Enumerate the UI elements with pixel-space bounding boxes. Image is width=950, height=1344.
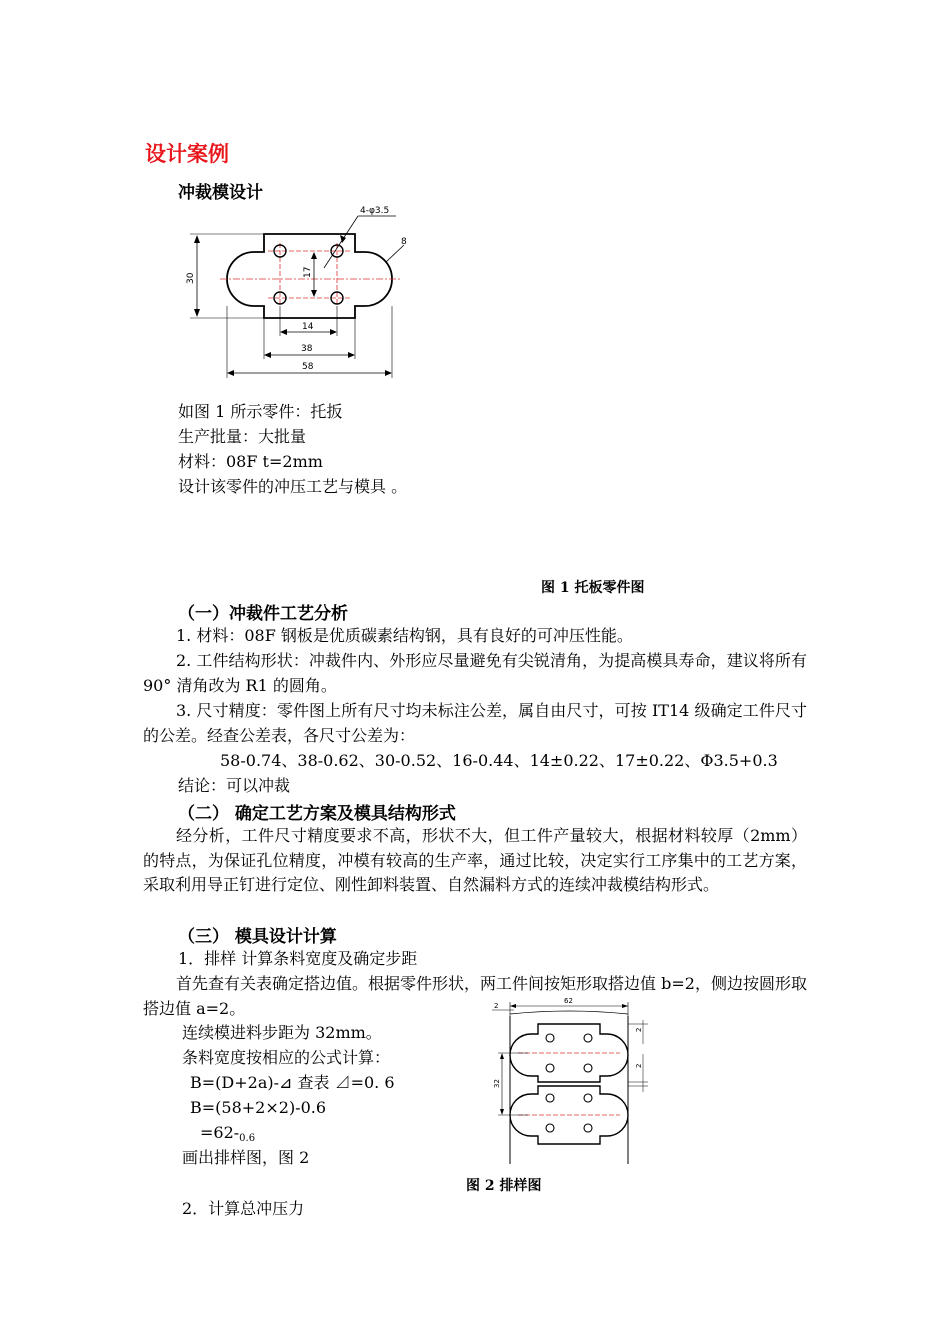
page-heading: 设计案例 [145, 142, 229, 166]
sub-heading: 冲裁模设计 [178, 183, 263, 203]
dim-62-label: 62 [564, 997, 573, 1005]
intro-line-4: 设计该零件的冲压工艺与模具 。 [178, 477, 408, 496]
section-1-item-3: 3. 尺寸精度：零件图上所有尺寸均未标注公差，属自由尺寸，可按 IT14 级确定工件尺寸的公差。经查公差表，各尺寸公差为： [143, 701, 807, 745]
formula-2: B=(58+2×2)-0.6 [190, 1098, 327, 1117]
tolerance-list: 58-0.74、38-0.62、30-0.52、16-0.44、14±0.22、17±0.22、Φ3.5+0.3 [220, 751, 778, 770]
intro-line-3: 材料：08F t=2mm [178, 452, 323, 471]
dim-38-label: 38 [301, 344, 313, 354]
dim-2b-label: 2 [635, 1027, 643, 1032]
section-1-item-1: 1. 材料：08F 钢板是优质碳素结构钢，具有良好的可冲压性能。 [176, 626, 633, 645]
section-1-item-2: 2. 工件结构形状：冲裁件内、外形应尽量避免有尖锐清角，为提高模具寿命，建议将所有 90° 清角改为 R1 的圆角。 [143, 651, 807, 695]
section-1-title: （一）冲裁件工艺分析 [178, 604, 348, 624]
formula-1: B=(D+2a)-⊿ 查表 ⊿=0. 6 [190, 1073, 395, 1092]
figure-1-caption: 图 1 托板零件图 [541, 580, 645, 596]
section-3-step-1: 1．排样 计算条料宽度及确定步距 [178, 949, 418, 968]
dim-holes-label: 4-φ3.5 [360, 206, 390, 216]
dim-2a-label: 2 [494, 1002, 499, 1010]
dim-14-label: 14 [302, 322, 314, 332]
dim-2c-label: 2 [635, 1063, 643, 1068]
dim-32-label: 32 [493, 1079, 501, 1088]
formula-3-sub: 0.6 [239, 1133, 256, 1144]
dim-inner-label: 17 [303, 266, 313, 278]
section-3-title: （三） 模具设计计算 [178, 927, 337, 947]
dim-height-label: 30 [186, 272, 196, 284]
figure-2-strip-layout [488, 994, 658, 1164]
figure-2-caption: 图 2 排样图 [466, 1178, 542, 1194]
intro-line-2: 生产批量：大批量 [178, 427, 307, 446]
figure-1-part-drawing [180, 198, 420, 382]
section-3-step-2: 2．计算总冲压力 [182, 1199, 305, 1218]
dim-radius-label: 8 [401, 237, 407, 247]
draw-layout-line: 画出排样图，图 2 [182, 1148, 310, 1167]
width-intro-line: 条料宽度按相应的公式计算： [182, 1048, 391, 1067]
pitch-line: 连续模进料步距为 32mm。 [182, 1023, 382, 1042]
formula-3-main: =62- [200, 1123, 240, 1142]
section-2-text: 经分析，工件尺寸精度要求不高，形状不大，但工件产量较大，根据材料较厚（2mm）的特点，为保证孔位精度，冲模有较高的生产率，通过比较，决定实行工序集中的工艺方案，采取利用导正钉进行定位、刚性卸料装置、自然漏料方式的连续冲裁模结构形式。 [143, 826, 807, 894]
section-1-conclusion: 结论：可以冲裁 [178, 776, 291, 795]
dim-58-label: 58 [302, 362, 314, 372]
section-2-title: （二） 确定工艺方案及模具结构形式 [178, 804, 456, 824]
section-3-text-1: 首先查有关表确定搭边值。根据零件形状，两工件间按矩形取搭边值 b=2，侧边按圆形取搭边值 a=2。 [143, 974, 807, 1018]
intro-line-1: 如图 1 所示零件：托扳 [178, 402, 343, 421]
